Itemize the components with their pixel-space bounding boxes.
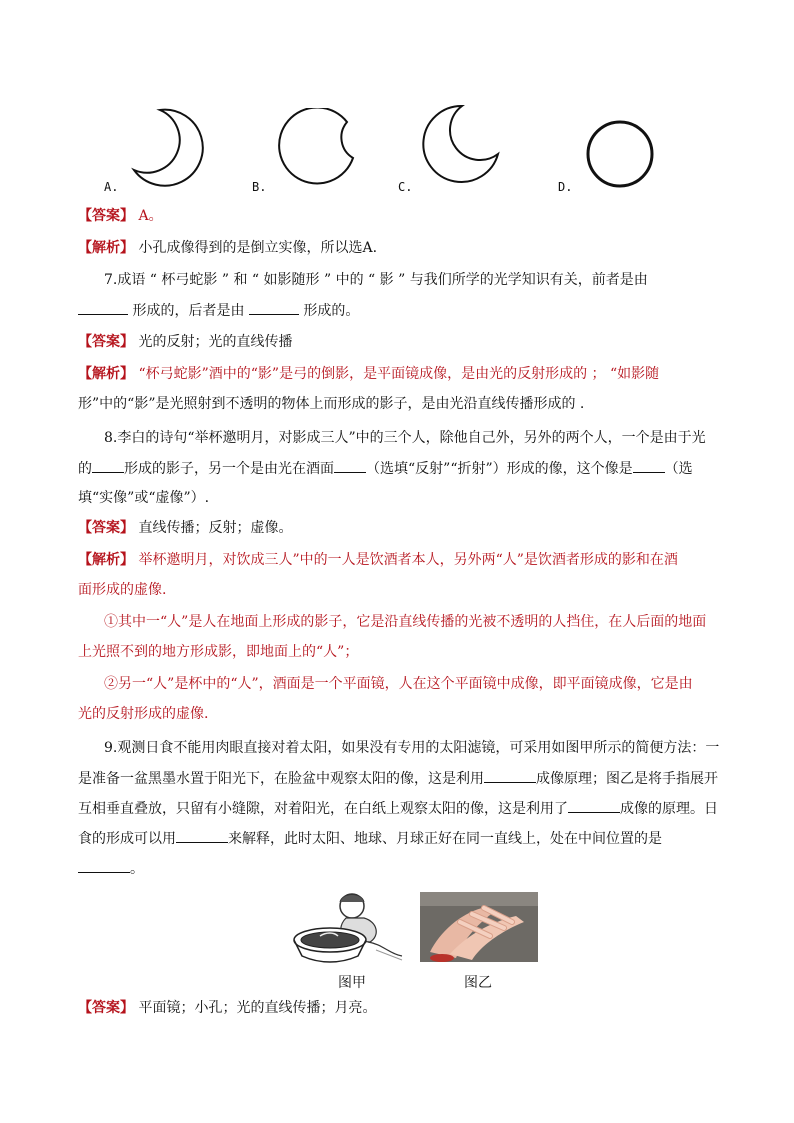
q8-stem-line1: 8.李白的诗句“举杯邀明月，对影成三人”中的三个人，除他自己外，另外的两个人，一个是由于光 [104,430,706,446]
q7-analysis-line1 [78,364,659,384]
q7-text: 形成的，后者是由 [128,303,249,319]
q9-text: 来解释，此时太阳、地球、月球正好在同一直线上，处在中间位置的是 [228,831,662,847]
q9-stem-line3 [78,798,718,819]
answer-blank[interactable] [176,828,228,843]
answer-text: 平面镜；小孔；光的直线传播；月亮。 [138,1000,377,1016]
answer-blank[interactable] [633,458,665,473]
q9-text: 食的形成可以用 [78,831,176,847]
figure-yi-hands-photo [420,892,538,962]
option-a-crescent-icon [128,106,212,188]
q8-text: （选填“反射”“折射”）形成的像，这个像是 [366,461,633,477]
q8-answer [78,518,292,538]
answer-blank[interactable] [78,300,128,315]
q9-text: 成像的原理。日 [620,801,718,817]
option-d-circle-icon [584,118,656,190]
q9-answer [78,998,376,1018]
q7-analysis-line2: 形”中的“影”是光照射到不透明的物体上而形成的影子，是由光沿直线传播形成的 . [78,396,585,412]
q7-text: 形成的。 [298,303,360,319]
answer-tag: 【答案】 [78,208,134,224]
q8-analysis-line4: 上光照不到的地方形成影，即地面上的“人”； [78,644,359,660]
figure-jia-label: 图甲 [338,975,366,991]
figure-yi-label: 图乙 [464,975,492,991]
answer-text: 直线传播；反射；虚像。 [138,520,293,536]
answer-blank[interactable] [249,300,299,315]
option-d-label: D. [558,180,573,194]
analysis-tag: 【解析】 [78,552,134,568]
answer-blank[interactable] [334,458,366,473]
q9-text: 是准备一盆黑墨水置于阳光下，在脸盆中观察太阳的像，这是利用 [78,771,484,787]
q8-stem-line2 [78,458,693,479]
answer-tag: 【答案】 [78,520,134,536]
answer-text: 光的反射；光的直线传播 [138,334,293,350]
answer-blank[interactable] [484,768,536,783]
q9-stem-line1: 9.观测日食不能用肉眼直接对着太阳，如果没有专用的太阳滤镜，可采用如图甲所示的简便方法：一 [104,740,720,756]
answer-blank[interactable] [92,458,124,473]
q8-analysis-line1 [78,550,678,570]
answer-blank[interactable] [568,798,620,813]
q6-analysis [78,238,377,258]
answer-blank[interactable] [78,858,130,873]
q8-text: 的 [78,461,92,477]
q9-text: 。 [130,861,144,877]
q9-stem-line4 [78,828,662,849]
q8-analysis-line5: ②另一“人”是杯中的“人”，酒面是一个平面镜，人在这个平面镜中成像，即平面镜成像，它是由 [104,676,693,692]
option-figures [100,100,680,200]
answer-tag: 【答案】 [78,334,134,350]
q9-stem-line5 [78,858,144,879]
q8-text: （选 [664,461,693,477]
q7-answer [78,332,292,352]
q8-analysis-line2: 面形成的虚像. [78,582,167,598]
figure-jia-basin-illustration [290,890,406,968]
answer-tag: 【答案】 [78,1000,134,1016]
analysis-tag: 【解析】 [78,240,134,256]
answer-text: A。 [138,208,163,224]
analysis-text: “杯弓蛇影”酒中的“影”是弓的倒影，是平面镜成像，是由光的反射形成的 ； “如影随 [138,366,660,382]
option-a-label: A. [104,180,119,194]
option-b-crescent-icon [275,108,361,190]
q9-text: 互相垂直叠放，只留有小缝隙，对着阳光，在白纸上观察太阳的像，这是利用了 [78,801,568,817]
option-c-crescent-icon [422,102,508,186]
q8-analysis-line6: 光的反射形成的虚像. [78,706,209,722]
analysis-text: 举杯邀明月，对饮成三人”中的一人是饮酒者本人，另外两“人”是饮酒者形成的影和在酒 [138,552,678,568]
analysis-tag: 【解析】 [78,366,134,382]
q9-text: 成像原理；图乙是将手指展开 [536,771,718,787]
option-c-label: C. [398,180,413,194]
q8-text: 形成的影子，另一个是由光在酒面 [124,461,334,477]
q6-answer [78,206,163,226]
option-b-label: B. [252,180,267,194]
q8-stem-line3: 填“实像”或“虚像”）. [78,490,210,506]
q8-analysis-line3: ①其中一“人”是人在地面上形成的影子，它是沿直线传播的光被不透明的人挡住，在人后面的地面 [104,614,707,630]
q7-stem-line1: 7.成语 “ 杯弓蛇影 ” 和 “ 如影随形 ” 中的 “ 影 ” 与我们所学的光学知识有关，前者是由 [104,272,648,288]
q7-stem-line2 [78,300,359,321]
analysis-text: 小孔成像得到的是倒立实像，所以选A. [138,240,378,256]
q9-stem-line2 [78,768,718,789]
